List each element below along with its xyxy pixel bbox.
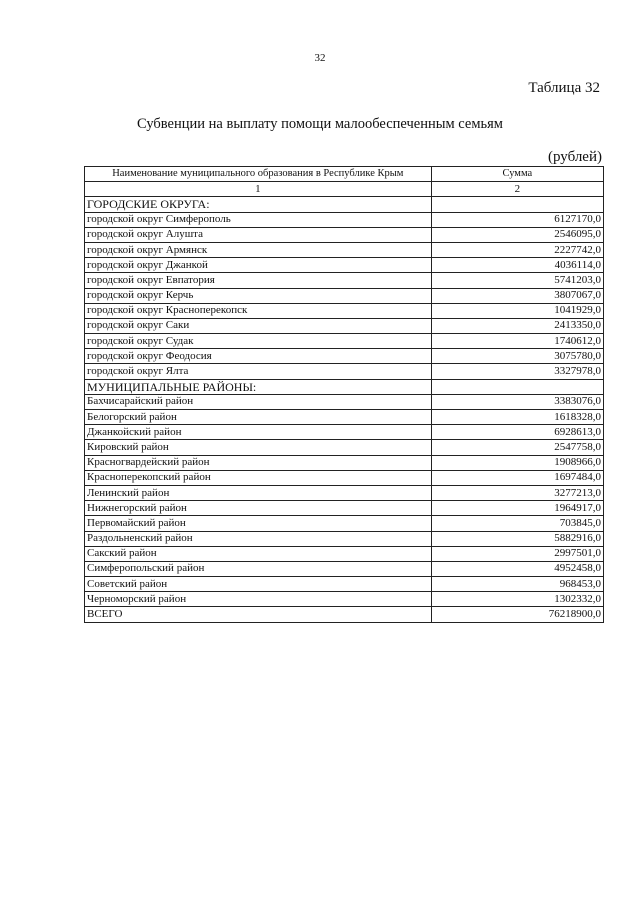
table-row [85, 364, 604, 379]
section-heading-empty [431, 379, 603, 394]
municipality-name: городской округ Симферополь [85, 212, 432, 227]
subsidy-amount: 2547758,0 [431, 440, 603, 455]
municipality-name: Красноперекопский район [85, 470, 432, 485]
subsidy-amount: 703845,0 [431, 516, 603, 531]
subsidy-amount: 3383076,0 [431, 394, 603, 409]
municipality-name: Нижнегорский район [85, 501, 432, 516]
table-row [85, 531, 604, 546]
municipality-name: городской округ Судак [85, 334, 432, 349]
table-row [85, 485, 604, 500]
municipality-name: Черноморский район [85, 592, 432, 607]
municipality-name: городской округ Армянск [85, 242, 432, 257]
table-row [85, 318, 604, 333]
municipality-name: Первомайский район [85, 516, 432, 531]
municipality-name: городской округ Евпатория [85, 273, 432, 288]
table-label: Таблица 32 [528, 80, 600, 96]
municipality-name: городской округ Саки [85, 318, 432, 333]
table-row [85, 425, 604, 440]
column-number-1: 1 [85, 182, 432, 197]
subsidy-amount: 4952458,0 [431, 561, 603, 576]
municipality-name: городской округ Ялта [85, 364, 432, 379]
table-row [85, 212, 604, 227]
subsidy-amount: 1964917,0 [431, 501, 603, 516]
table-body [85, 197, 604, 622]
table-row [85, 227, 604, 242]
table-row [85, 410, 604, 425]
header-row [85, 167, 604, 182]
table-row [85, 592, 604, 607]
subsidy-table [84, 166, 604, 623]
municipality-name: городской округ Феодосия [85, 349, 432, 364]
table-row [85, 516, 604, 531]
municipality-name: городской округ Джанкой [85, 258, 432, 273]
subsidy-amount: 968453,0 [431, 577, 603, 592]
table-row [85, 303, 604, 318]
subsidy-amount: 3327978,0 [431, 364, 603, 379]
total-amount: 76218900,0 [431, 607, 603, 622]
subsidy-amount: 1740612,0 [431, 334, 603, 349]
municipality-name: Ленинский район [85, 485, 432, 500]
subsidy-amount: 2227742,0 [431, 242, 603, 257]
subsidy-amount: 4036114,0 [431, 258, 603, 273]
subsidy-amount: 3277213,0 [431, 485, 603, 500]
section-heading-row [85, 197, 604, 212]
units-label: (рублей) [547, 149, 602, 165]
table-row [85, 455, 604, 470]
section-heading-empty [431, 197, 603, 212]
municipality-name: Сакский район [85, 546, 432, 561]
municipality-name: Симферопольский район [85, 561, 432, 576]
subsidy-amount: 1302332,0 [431, 592, 603, 607]
column-number-row [85, 182, 604, 197]
table-row [85, 501, 604, 516]
section-heading: ГОРОДСКИЕ ОКРУГА: [85, 197, 432, 212]
municipality-name: городской округ Керчь [85, 288, 432, 303]
table-row [85, 242, 604, 257]
table-row [85, 288, 604, 303]
total-row [85, 607, 604, 622]
municipality-name: Кировский район [85, 440, 432, 455]
column-number-2: 2 [431, 182, 603, 197]
municipality-name: городской округ Красноперекопск [85, 303, 432, 318]
section-heading: МУНИЦИПАЛЬНЫЕ РАЙОНЫ: [85, 379, 432, 394]
table-row [85, 561, 604, 576]
municipality-name: Раздольненский район [85, 531, 432, 546]
municipality-name: Белогорский район [85, 410, 432, 425]
column-header-sum: Сумма [431, 167, 603, 182]
section-heading-row [85, 379, 604, 394]
subsidy-amount: 2546095,0 [431, 227, 603, 242]
total-label: ВСЕГО [85, 607, 432, 622]
subsidy-amount: 6928613,0 [431, 425, 603, 440]
table-row [85, 470, 604, 485]
subsidy-amount: 5741203,0 [431, 273, 603, 288]
subsidy-amount: 6127170,0 [431, 212, 603, 227]
page-number: 32 [314, 52, 326, 64]
subsidy-amount: 1041929,0 [431, 303, 603, 318]
subsidy-amount: 1697484,0 [431, 470, 603, 485]
table-row [85, 546, 604, 561]
municipality-name: Советский район [85, 577, 432, 592]
subsidy-amount: 1908966,0 [431, 455, 603, 470]
table-row [85, 440, 604, 455]
table-row [85, 394, 604, 409]
table-row [85, 258, 604, 273]
municipality-name: Красногвардейский район [85, 455, 432, 470]
column-header-name: Наименование муниципального образования в Республике Крым [85, 167, 432, 182]
table-row [85, 577, 604, 592]
municipality-name: Джанкойский район [85, 425, 432, 440]
municipality-name: Бахчисарайский район [85, 394, 432, 409]
table-row [85, 273, 604, 288]
table-row [85, 349, 604, 364]
subsidy-amount: 3807067,0 [431, 288, 603, 303]
subsidy-amount: 2997501,0 [431, 546, 603, 561]
subsidy-amount: 2413350,0 [431, 318, 603, 333]
subsidy-amount: 1618328,0 [431, 410, 603, 425]
table-row [85, 334, 604, 349]
municipality-name: городской округ Алушта [85, 227, 432, 242]
subsidy-amount: 3075780,0 [431, 349, 603, 364]
subsidy-amount: 5882916,0 [431, 531, 603, 546]
document-title: Субвенции на выплату помощи малообеспеченным семьям [137, 116, 503, 132]
